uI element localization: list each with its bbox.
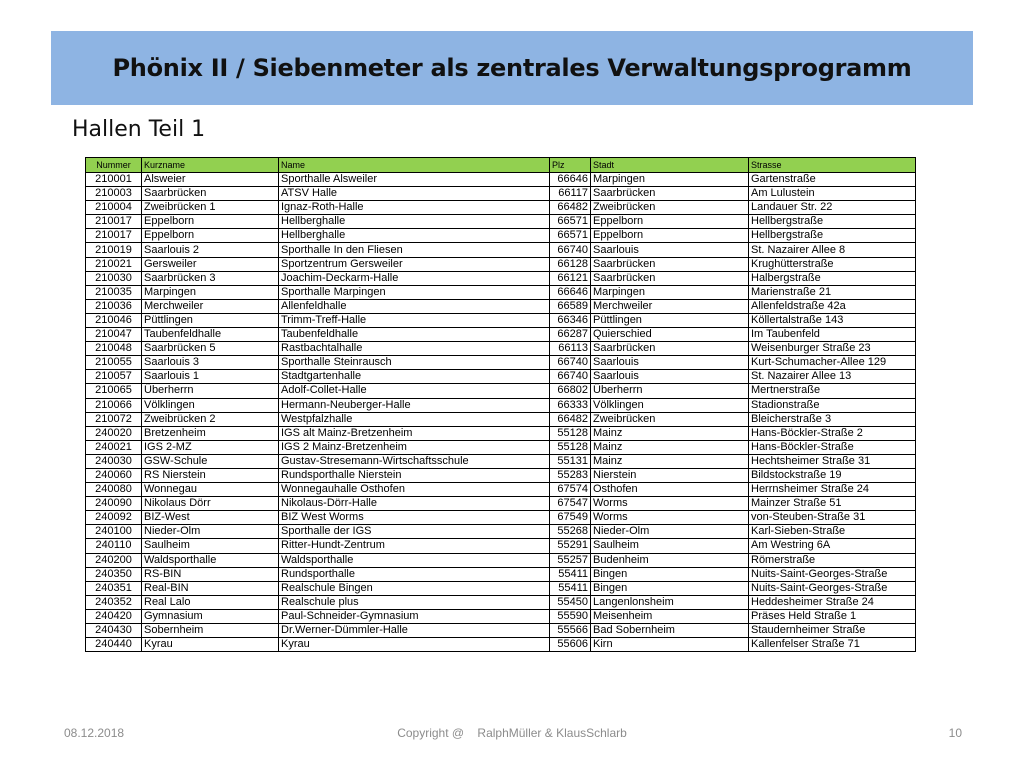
table-cell: 210017 — [86, 229, 142, 243]
table-cell: 240110 — [86, 539, 142, 553]
table-cell: 240092 — [86, 511, 142, 525]
table-cell: 210047 — [86, 328, 142, 342]
table-cell: Püttlingen — [142, 313, 279, 327]
table-cell: Saarlouis — [591, 370, 749, 384]
table-cell: Eppelborn — [591, 229, 749, 243]
table-cell: 210036 — [86, 299, 142, 313]
table-cell: Sporthalle Alsweiler — [279, 173, 550, 187]
table-cell: 55566 — [550, 624, 591, 638]
table-cell: St. Nazairer Allee 13 — [749, 370, 916, 384]
table-cell: Wonnegauhalle Osthofen — [279, 483, 550, 497]
table-cell: Mainz — [591, 440, 749, 454]
section-subtitle: Hallen Teil 1 — [72, 117, 206, 142]
table-cell: Nieder-Olm — [142, 525, 279, 539]
footer-page-number: 10 — [948, 726, 962, 740]
table-cell: Joachim-Deckarm-Halle — [279, 271, 550, 285]
table-row — [86, 398, 916, 412]
column-header: Strasse — [749, 158, 916, 173]
table-cell: BIZ West Worms — [279, 511, 550, 525]
table-cell: Krughütterstraße — [749, 257, 916, 271]
table-cell: Merchweiler — [142, 299, 279, 313]
table-cell: Saarbrücken 3 — [142, 271, 279, 285]
table-cell: Marpingen — [142, 285, 279, 299]
table-cell: Römerstraße — [749, 553, 916, 567]
table-cell: 66333 — [550, 398, 591, 412]
table-cell: Bildstockstraße 19 — [749, 468, 916, 482]
table-row — [86, 187, 916, 201]
table-cell: Bretzenheim — [142, 426, 279, 440]
table-cell: Bingen — [591, 567, 749, 581]
table-cell: 210021 — [86, 257, 142, 271]
table-cell: Stadionstraße — [749, 398, 916, 412]
table-cell: GSW-Schule — [142, 454, 279, 468]
table-cell: 240351 — [86, 581, 142, 595]
table-cell: Hechtsheimer Straße 31 — [749, 454, 916, 468]
table-cell: Saarlouis 2 — [142, 243, 279, 257]
table-row — [86, 229, 916, 243]
table-cell: Am Westring 6A — [749, 539, 916, 553]
table-cell: Saarlouis — [591, 356, 749, 370]
table-cell: Kallenfelser Straße 71 — [749, 638, 916, 652]
table-cell: IGS 2-MZ — [142, 440, 279, 454]
table-cell: Rundsporthalle — [279, 567, 550, 581]
table-cell: 55450 — [550, 595, 591, 609]
table-cell: Westpfalzhalle — [279, 412, 550, 426]
table-cell: 66646 — [550, 285, 591, 299]
table-cell: Eppelborn — [591, 215, 749, 229]
table-cell: Ritter-Hundt-Zentrum — [279, 539, 550, 553]
title-bar — [51, 31, 973, 105]
table-cell: 66117 — [550, 187, 591, 201]
table-cell: Nuits-Saint-Georges-Straße — [749, 581, 916, 595]
table-cell: Nikolaus-Dörr-Halle — [279, 497, 550, 511]
table-row — [86, 412, 916, 426]
table-cell: Überherrn — [142, 384, 279, 398]
table-cell: 55411 — [550, 581, 591, 595]
table-cell: 210065 — [86, 384, 142, 398]
table-header-row — [86, 158, 916, 173]
table-cell: Saarlouis 3 — [142, 356, 279, 370]
table-cell: Mainzer Straße 51 — [749, 497, 916, 511]
table-row — [86, 638, 916, 652]
table-cell: Hellbergstraße — [749, 215, 916, 229]
table-cell: Waldsporthalle — [142, 553, 279, 567]
table-row — [86, 595, 916, 609]
table-cell: Sporthalle In den Fliesen — [279, 243, 550, 257]
table-cell: 66740 — [550, 356, 591, 370]
table-row — [86, 201, 916, 215]
table-cell: Hellbergstraße — [749, 229, 916, 243]
table-cell: Bingen — [591, 581, 749, 595]
table-cell: Mainz — [591, 426, 749, 440]
table-cell: 55411 — [550, 567, 591, 581]
table-cell: Hermann-Neuberger-Halle — [279, 398, 550, 412]
table-cell: Herrnsheimer Straße 24 — [749, 483, 916, 497]
table-row — [86, 581, 916, 595]
table-cell: Sporthalle Steinrausch — [279, 356, 550, 370]
table-cell: 210072 — [86, 412, 142, 426]
table-cell: Bad Sobernheim — [591, 624, 749, 638]
table-cell: St. Nazairer Allee 8 — [749, 243, 916, 257]
table-cell: Saarbrücken — [591, 271, 749, 285]
table-cell: Zweibrücken — [591, 201, 749, 215]
table-row — [86, 342, 916, 356]
table-cell: Nuits-Saint-Georges-Straße — [749, 567, 916, 581]
table-row — [86, 511, 916, 525]
table-row — [86, 525, 916, 539]
table-cell: 240430 — [86, 624, 142, 638]
table-cell: Weisenburger Straße 23 — [749, 342, 916, 356]
footer-copyright: Copyright @ RalphMüller & KlausSchlarb — [397, 726, 627, 740]
footer-date: 08.12.2018 — [64, 726, 125, 740]
table-cell: Gustav-Stresemann-Wirtschaftsschule — [279, 454, 550, 468]
table-cell: Adolf-Collet-Halle — [279, 384, 550, 398]
table-cell: Osthofen — [591, 483, 749, 497]
table-cell: Saarbrücken — [591, 187, 749, 201]
table-cell: Zweibrücken 2 — [142, 412, 279, 426]
table-cell: Eppelborn — [142, 229, 279, 243]
table-row — [86, 567, 916, 581]
table-cell: Überherrn — [591, 384, 749, 398]
table-cell: 210004 — [86, 201, 142, 215]
table-row — [86, 215, 916, 229]
table-cell: Real Lalo — [142, 595, 279, 609]
table-cell: Völklingen — [591, 398, 749, 412]
table-cell: 55291 — [550, 539, 591, 553]
table-row — [86, 243, 916, 257]
table-cell: 66121 — [550, 271, 591, 285]
table-cell: Staudernheimer Straße — [749, 624, 916, 638]
table-cell: 66482 — [550, 201, 591, 215]
table-cell: 240100 — [86, 525, 142, 539]
table-cell: Saarbrücken — [591, 257, 749, 271]
table-cell: Marpingen — [591, 173, 749, 187]
table-cell: Saarbrücken — [591, 342, 749, 356]
table-cell: 55128 — [550, 440, 591, 454]
table-cell: Köllertalstraße 143 — [749, 313, 916, 327]
table-cell: 55131 — [550, 454, 591, 468]
table-cell: 66589 — [550, 299, 591, 313]
table-cell: 66571 — [550, 229, 591, 243]
table-cell: Saulheim — [142, 539, 279, 553]
table-cell: 210048 — [86, 342, 142, 356]
table-cell: 55268 — [550, 525, 591, 539]
table-cell: 66346 — [550, 313, 591, 327]
table-cell: 210057 — [86, 370, 142, 384]
table-cell: Hans-Böckler-Straße 2 — [749, 426, 916, 440]
table-cell: von-Steuben-Straße 31 — [749, 511, 916, 525]
table-cell: Heddesheimer Straße 24 — [749, 595, 916, 609]
table-cell: 210055 — [86, 356, 142, 370]
table-row — [86, 624, 916, 638]
table-cell: 240020 — [86, 426, 142, 440]
table-cell: 210017 — [86, 215, 142, 229]
table-cell: Gymnasium — [142, 609, 279, 623]
table-cell: Im Taubenfeld — [749, 328, 916, 342]
table-row — [86, 328, 916, 342]
table-row — [86, 609, 916, 623]
table-cell: 240021 — [86, 440, 142, 454]
table-cell: Meisenheim — [591, 609, 749, 623]
table-cell: Hellberghalle — [279, 215, 550, 229]
table-cell: Kirn — [591, 638, 749, 652]
table-cell: Realschule Bingen — [279, 581, 550, 595]
table-cell: Gartenstraße — [749, 173, 916, 187]
table-row — [86, 483, 916, 497]
table-cell: Saarbrücken 5 — [142, 342, 279, 356]
column-header: Stadt — [591, 158, 749, 173]
table-cell: Dr.Werner-Dümmler-Halle — [279, 624, 550, 638]
table-cell: 210030 — [86, 271, 142, 285]
table-row — [86, 271, 916, 285]
table-cell: 66802 — [550, 384, 591, 398]
table-cell: Allenfeldstraße 42a — [749, 299, 916, 313]
table-cell: Sporthalle Marpingen — [279, 285, 550, 299]
table-cell: 67547 — [550, 497, 591, 511]
table-row — [86, 468, 916, 482]
table-cell: 240090 — [86, 497, 142, 511]
table-cell: 210066 — [86, 398, 142, 412]
table-cell: 55606 — [550, 638, 591, 652]
table-cell: 240080 — [86, 483, 142, 497]
table-cell: Am Lulustein — [749, 187, 916, 201]
table-cell: 210035 — [86, 285, 142, 299]
table-cell: Kurt-Schumacher-Allee 129 — [749, 356, 916, 370]
table-cell: BIZ-West — [142, 511, 279, 525]
column-header: Kurzname — [142, 158, 279, 173]
table-row — [86, 173, 916, 187]
table-cell: 210003 — [86, 187, 142, 201]
table-cell: Alsweier — [142, 173, 279, 187]
table-cell: IGS alt Mainz-Bretzenheim — [279, 426, 550, 440]
table-body — [86, 173, 916, 652]
table-cell: 66571 — [550, 215, 591, 229]
column-header: Name — [279, 158, 550, 173]
table-row — [86, 299, 916, 313]
table-cell: Taubenfeldhalle — [279, 328, 550, 342]
table-cell: Quierschied — [591, 328, 749, 342]
table-cell: Realschule plus — [279, 595, 550, 609]
table-cell: Worms — [591, 497, 749, 511]
table-cell: Mainz — [591, 454, 749, 468]
table-cell: Bleicherstraße 3 — [749, 412, 916, 426]
table-cell: Sobernheim — [142, 624, 279, 638]
table-cell: Merchweiler — [591, 299, 749, 313]
table-cell: 66113 — [550, 342, 591, 356]
table-cell: 55590 — [550, 609, 591, 623]
table-cell: 240350 — [86, 567, 142, 581]
table-cell: Präses Held Straße 1 — [749, 609, 916, 623]
table-cell: Rundsporthalle Nierstein — [279, 468, 550, 482]
column-header: Plz — [550, 158, 591, 173]
table-cell: 67574 — [550, 483, 591, 497]
table-row — [86, 285, 916, 299]
table-row — [86, 539, 916, 553]
table-cell: Rastbachtalhalle — [279, 342, 550, 356]
table-cell: 240352 — [86, 595, 142, 609]
table-cell: Sporthalle der IGS — [279, 525, 550, 539]
table-cell: Saarbrücken — [142, 187, 279, 201]
table-cell: 210001 — [86, 173, 142, 187]
table-cell: Langenlonsheim — [591, 595, 749, 609]
table-cell: Nierstein — [591, 468, 749, 482]
table-cell: Gersweiler — [142, 257, 279, 271]
table-cell: 66482 — [550, 412, 591, 426]
table-cell: RS-BIN — [142, 567, 279, 581]
table-cell: RS Nierstein — [142, 468, 279, 482]
table-row — [86, 440, 916, 454]
table-cell: Stadtgartenhalle — [279, 370, 550, 384]
table-cell: Real-BIN — [142, 581, 279, 595]
table-cell: Paul-Schneider-Gymnasium — [279, 609, 550, 623]
table-cell: 66740 — [550, 243, 591, 257]
slide-title: Phönix II / Siebenmeter als zentrales Verwaltungsprogramm — [112, 54, 912, 82]
table-cell: Mertnerstraße — [749, 384, 916, 398]
table-cell: Kyrau — [142, 638, 279, 652]
table-cell: Saarlouis — [591, 243, 749, 257]
table-cell: Eppelborn — [142, 215, 279, 229]
table-cell: 66287 — [550, 328, 591, 342]
table-cell: Ignaz-Roth-Halle — [279, 201, 550, 215]
table-cell: Budenheim — [591, 553, 749, 567]
table-cell: Völklingen — [142, 398, 279, 412]
table-cell: Zweibrücken 1 — [142, 201, 279, 215]
table-cell: 66740 — [550, 370, 591, 384]
table-cell: Nieder-Olm — [591, 525, 749, 539]
table-row — [86, 257, 916, 271]
table-row — [86, 313, 916, 327]
table-cell: Landauer Str. 22 — [749, 201, 916, 215]
table-cell: 210046 — [86, 313, 142, 327]
table-cell: 240420 — [86, 609, 142, 623]
table-cell: 66128 — [550, 257, 591, 271]
table-cell: Marpingen — [591, 285, 749, 299]
table-row — [86, 384, 916, 398]
table-cell: Saarlouis 1 — [142, 370, 279, 384]
table-cell: 240440 — [86, 638, 142, 652]
table-cell: IGS 2 Mainz-Bretzenheim — [279, 440, 550, 454]
halls-table — [85, 157, 916, 652]
table-row — [86, 370, 916, 384]
table-cell: Allenfeldhalle — [279, 299, 550, 313]
table-row — [86, 553, 916, 567]
table-cell: 240200 — [86, 553, 142, 567]
table-cell: Karl-Sieben-Straße — [749, 525, 916, 539]
table-cell: 55283 — [550, 468, 591, 482]
table-cell: 66646 — [550, 173, 591, 187]
table-cell: Saulheim — [591, 539, 749, 553]
table-cell: 210019 — [86, 243, 142, 257]
table-cell: 55128 — [550, 426, 591, 440]
table-cell: Kyrau — [279, 638, 550, 652]
table-row — [86, 454, 916, 468]
table-cell: Trimm-Treff-Halle — [279, 313, 550, 327]
table-cell: Wonnegau — [142, 483, 279, 497]
table-cell: 240030 — [86, 454, 142, 468]
table-cell: Halbergstraße — [749, 271, 916, 285]
table-row — [86, 497, 916, 511]
table-cell: Taubenfeldhalle — [142, 328, 279, 342]
table-row — [86, 426, 916, 440]
table-cell: Püttlingen — [591, 313, 749, 327]
table-cell: Zweibrücken — [591, 412, 749, 426]
table-cell: Waldsporthalle — [279, 553, 550, 567]
table-cell: Marienstraße 21 — [749, 285, 916, 299]
table-row — [86, 356, 916, 370]
table-cell: 240060 — [86, 468, 142, 482]
table-cell: Worms — [591, 511, 749, 525]
table-cell: Sportzentrum Gersweiler — [279, 257, 550, 271]
table-cell: ATSV Halle — [279, 187, 550, 201]
table-cell: Nikolaus Dörr — [142, 497, 279, 511]
column-header: Nummer — [86, 158, 142, 173]
table-cell: 55257 — [550, 553, 591, 567]
table-cell: Hellberghalle — [279, 229, 550, 243]
table-cell: 67549 — [550, 511, 591, 525]
table-cell: Hans-Böckler-Straße — [749, 440, 916, 454]
